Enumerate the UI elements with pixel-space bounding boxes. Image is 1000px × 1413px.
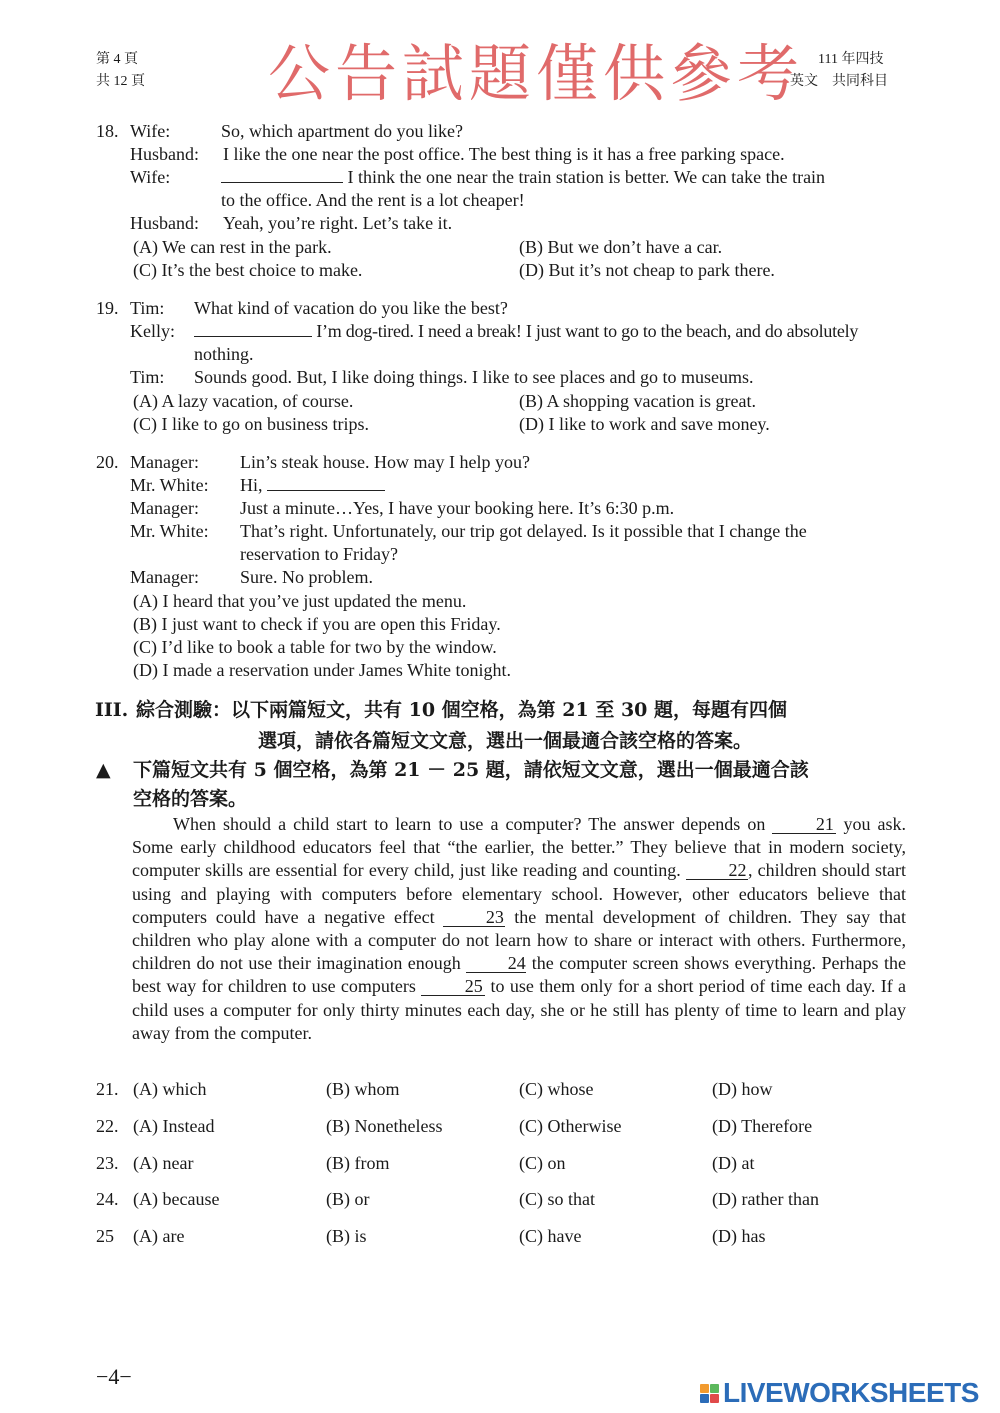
dialogue-line: Just a minute…Yes, I have your booking here. It’s 6:30 p.m.: [240, 498, 675, 518]
dialogue-line: I think the one near the train station is better. We can take the train: [221, 166, 825, 189]
choice-b[interactable]: (B) is: [326, 1226, 367, 1246]
dialogue-line: Sounds good. But, I like doing things. I like to see places and go to museums.: [194, 367, 754, 387]
total-pages-label: 共 12 頁: [96, 74, 145, 89]
triangle-bullet-icon: ▲: [96, 759, 111, 781]
speaker: Tim:: [130, 367, 165, 387]
dialogue-line-continued: reservation to Friday?: [240, 544, 398, 564]
choice-b[interactable]: (B) or: [326, 1189, 370, 1209]
question-number: 18.: [96, 121, 119, 141]
choice-number: 24.: [96, 1189, 119, 1209]
speaker: Mr. White:: [130, 475, 209, 495]
option-d: (D) But it’s not cheap to park there.: [519, 260, 775, 280]
option-a: (A) We can rest in the park.: [133, 237, 332, 257]
speaker: Manager:: [130, 567, 199, 587]
dialogue-line: Hi,: [240, 474, 385, 497]
choice-d[interactable]: (D) has: [712, 1226, 766, 1246]
cloze-blank-24[interactable]: 24: [466, 954, 526, 973]
speaker: Kelly:: [130, 321, 175, 341]
speaker: Husband:: [130, 144, 199, 164]
choice-a[interactable]: (A) because: [133, 1189, 220, 1209]
liveworksheets-logo-text: LIVEWORKSHEETS: [723, 1377, 979, 1408]
footer-page-number: −4−: [96, 1364, 132, 1389]
speaker: Wife:: [130, 121, 171, 141]
cloze-blank-23[interactable]: 23: [443, 908, 505, 927]
option-d: (D) I made a reservation under James White tonight.: [133, 660, 512, 680]
choice-a[interactable]: (A) are: [133, 1226, 185, 1246]
dialogue-line: Sure. No problem.: [240, 567, 373, 587]
answer-blank[interactable]: [267, 490, 385, 491]
liveworksheets-logo-icon: [700, 1384, 719, 1403]
option-c: (C) I’d like to book a table for two by the window.: [133, 637, 497, 657]
page-number-label: 第 4 頁: [96, 52, 138, 67]
choice-d[interactable]: (D) how: [712, 1079, 773, 1099]
option-c: (C) It’s the best choice to make.: [133, 260, 363, 280]
dialogue-line: So, which apartment do you like?: [221, 121, 463, 141]
cloze-blank-21[interactable]: 21: [772, 815, 836, 834]
cloze-blank-25[interactable]: 25: [421, 977, 485, 996]
option-c: (C) I like to go on business trips.: [133, 414, 369, 434]
speaker: Husband:: [130, 213, 199, 233]
dialogue-line: I’m dog-tired. I need a break! I just want to go to the beach, and do absolutely: [194, 320, 858, 343]
option-a: (A) A lazy vacation, of course.: [133, 391, 354, 411]
option-a: (A) I heard that you’ve just updated the menu.: [133, 591, 467, 611]
option-b: (B) But we don’t have a car.: [519, 237, 723, 257]
dialogue-line-continued: nothing.: [194, 344, 254, 364]
speaker: Wife:: [130, 167, 171, 187]
choice-b[interactable]: (B) whom: [326, 1079, 400, 1099]
subsection-instruction-continued: 空格的答案。: [133, 788, 248, 810]
dialogue-line: I like the one near the post office. The best thing is it has a free parking space.: [223, 144, 785, 164]
choice-c[interactable]: (C) whose: [519, 1079, 594, 1099]
choice-number: 25: [96, 1226, 114, 1246]
option-d: (D) I like to work and save money.: [519, 414, 770, 434]
option-b: (B) I just want to check if you are open this Friday.: [133, 614, 501, 634]
speaker: Manager:: [130, 498, 199, 518]
answer-blank[interactable]: [221, 182, 343, 183]
liveworksheets-logo[interactable]: [700, 1375, 979, 1411]
section-title: 綜合測驗：以下兩篇短文，共有 10 個空格，為第 21 至 30 題，每題有四個: [136, 699, 788, 721]
speaker: Manager:: [130, 452, 199, 472]
choice-d[interactable]: (D) Therefore: [712, 1116, 813, 1136]
section-roman-numeral: III.: [95, 699, 129, 721]
exam-year-label: 111 年四技: [818, 52, 884, 67]
choice-d[interactable]: (D) rather than: [712, 1189, 819, 1209]
option-b: (B) A shopping vacation is great.: [519, 391, 756, 411]
choice-a[interactable]: (A) Instead: [133, 1116, 215, 1136]
subsection-instruction: 下篇短文共有 5 個空格，為第 21 － 25 題，請依短文文意，選出一個最適合該: [133, 759, 809, 781]
choice-b[interactable]: (B) Nonetheless: [326, 1116, 443, 1136]
question-number: 20.: [96, 452, 119, 472]
choice-a[interactable]: (A) near: [133, 1153, 194, 1173]
choice-number: 22.: [96, 1116, 119, 1136]
dialogue-line: Yeah, you’re right. Let’s take it.: [223, 213, 453, 233]
dialogue-line: That’s right. Unfortunately, our trip got delayed. Is it possible that I change the: [240, 521, 807, 541]
choice-c[interactable]: (C) so that: [519, 1189, 595, 1209]
choice-c[interactable]: (C) on: [519, 1153, 566, 1173]
cloze-passage: When should a child start to learn to use a computer? The answer depends on 21 you ask. Some early childhood educators feel that “the earlier, the better.” They believe that in modern society, computer skills are essential for every child, just like reading and counting. 22, children should start using and playing with computers before elementary school. However, other educators believe that computers could have a negative effect 23 the mental development of children. They say that children who play alone with a computer do not learn how to share or interact with others. Furthermore, children do not use their imagination enough 24 the computer screen shows everything. Perhaps the best way for children to use computers 25 to use them only for a short period of time each day. If a child uses a computer for only thirty minutes each day, she or he still has plenty of time to learn and play away from the computer.: [132, 814, 907, 1043]
choice-a[interactable]: (A) which: [133, 1079, 207, 1099]
dialogue-line: Lin’s steak house. How may I help you?: [240, 452, 530, 472]
choice-number: 21.: [96, 1079, 119, 1099]
speaker: Tim:: [130, 298, 165, 318]
choice-c[interactable]: (C) Otherwise: [519, 1116, 622, 1136]
dialogue-line-continued: to the office. And the rent is a lot cheaper!: [221, 190, 525, 210]
choice-number: 23.: [96, 1153, 119, 1173]
section-title-continued: 選項，請依各篇短文文意，選出一個最適合該空格的答案。: [258, 730, 753, 752]
choice-b[interactable]: (B) from: [326, 1153, 390, 1173]
dialogue-line: What kind of vacation do you like the best?: [194, 298, 508, 318]
speaker: Mr. White:: [130, 521, 209, 541]
choice-d[interactable]: (D) at: [712, 1153, 755, 1173]
cloze-blank-22[interactable]: 22: [686, 861, 748, 880]
answer-blank[interactable]: [194, 336, 312, 337]
watermark-text: 公告試題僅供參考: [268, 41, 805, 109]
choice-c[interactable]: (C) have: [519, 1226, 582, 1246]
exam-subject-label: 英文 共同科目: [790, 74, 888, 89]
question-number: 19.: [96, 298, 119, 318]
